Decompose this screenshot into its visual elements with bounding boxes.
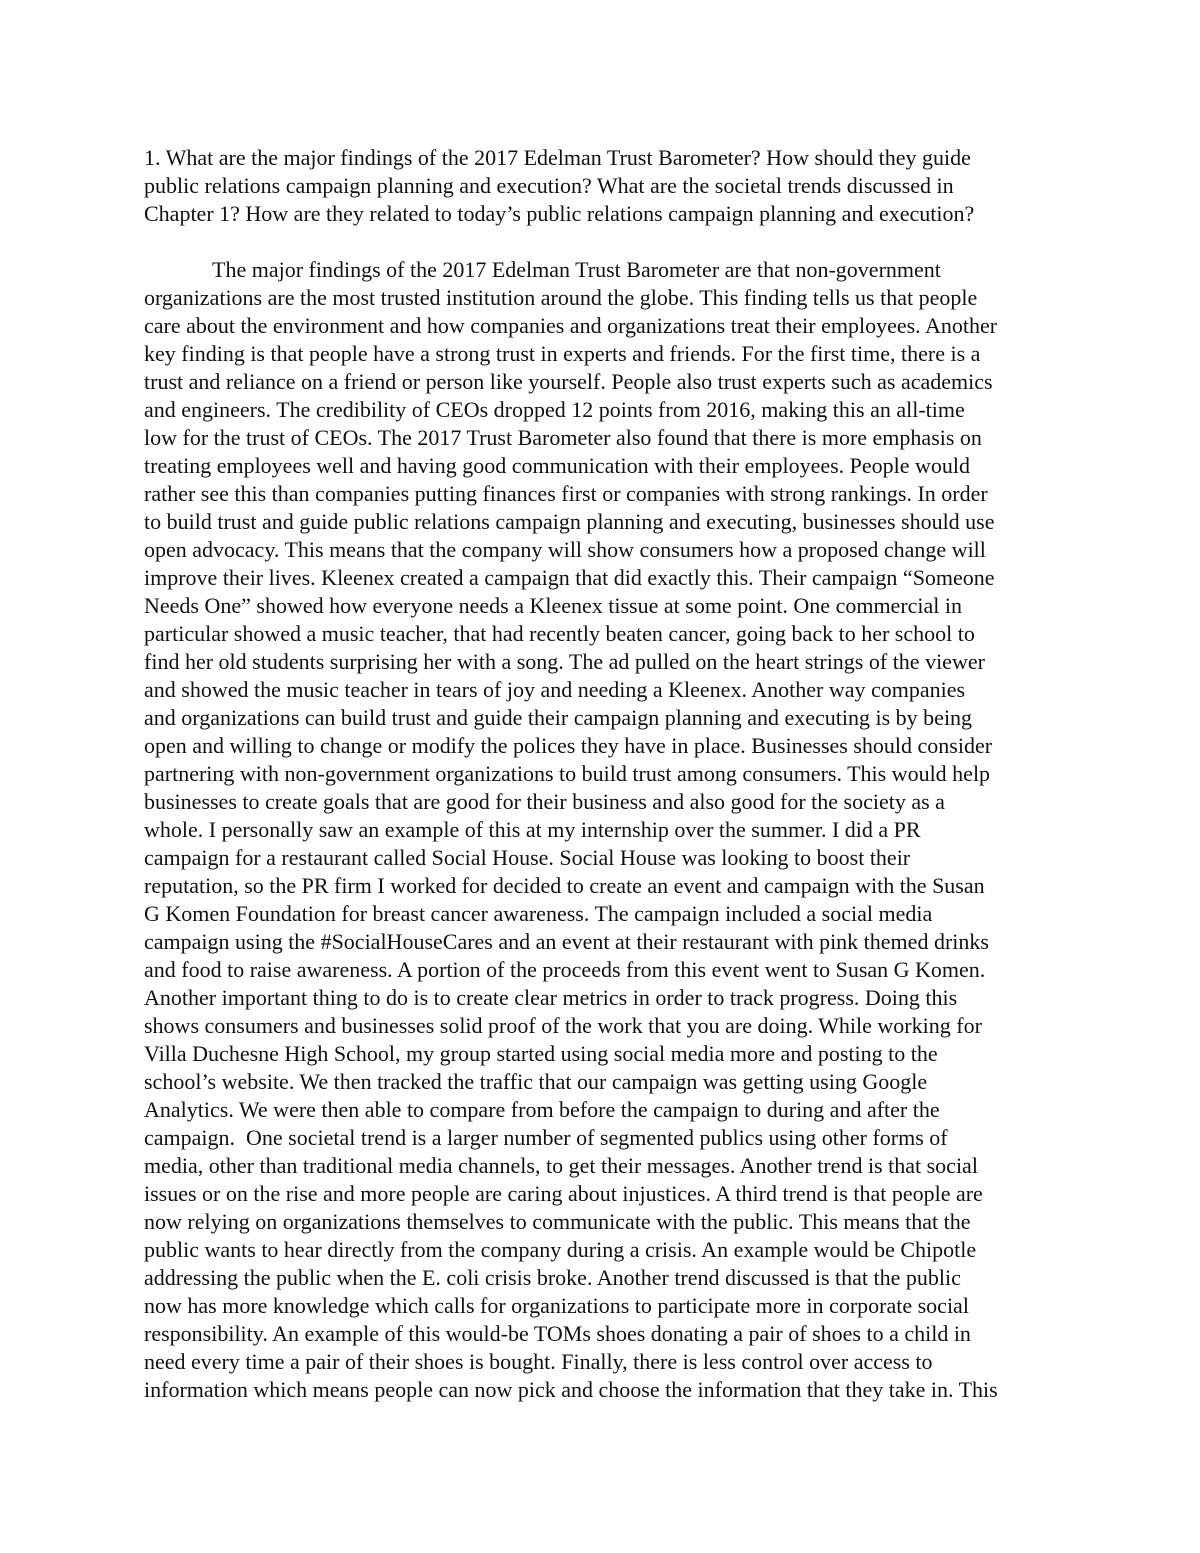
answer-line: issues or on the rise and more people are caring about injustices. A third trend is that people are — [144, 1181, 983, 1206]
question-line: 1. What are the major findings of the 2017 Edelman Trust Barometer? How should they guide — [144, 145, 971, 170]
answer-line: partnering with non-government organizations to build trust among consumers. This would help — [144, 761, 991, 786]
answer-line: Villa Duchesne High School, my group started using social media more and posting to the — [144, 1041, 938, 1066]
answer-line: campaign using the #SocialHouseCares and an event at their restaurant with pink themed drinks — [144, 929, 989, 954]
answer-line: care about the environment and how companies and organizations treat their employees. Another — [144, 313, 998, 338]
answer-line: school’s website. We then tracked the traffic that our campaign was getting using Google — [144, 1069, 928, 1094]
answer-line: public wants to hear directly from the company during a crisis. An example would be Chipotle — [144, 1237, 977, 1262]
answer-line: campaign for a restaurant called Social House. Social House was looking to boost their — [144, 845, 911, 870]
answer-line: and food to raise awareness. A portion of the proceeds from this event went to Susan G Komen. — [144, 957, 986, 982]
answer-line: and organizations can build trust and guide their campaign planning and executing is by being — [144, 705, 973, 730]
answer-line: G Komen Foundation for breast cancer awareness. The campaign included a social media — [144, 901, 933, 926]
answer-line: need every time a pair of their shoes is bought. Finally, there is less control over access to — [144, 1349, 933, 1374]
answer-line: key finding is that people have a strong trust in experts and friends. For the first time, there is a — [144, 341, 981, 366]
answer-line: now relying on organizations themselves to communicate with the public. This means that the — [144, 1209, 971, 1234]
answer-line: particular showed a music teacher, that had recently beaten cancer, going back to her school to — [144, 621, 975, 646]
answer-line: trust and reliance on a friend or person like yourself. People also trust experts such as academics — [144, 369, 993, 394]
answer-line: open and willing to change or modify the polices they have in place. Businesses should consider — [144, 733, 993, 758]
answer-line: campaign. One societal trend is a larger number of segmented publics using other forms of — [144, 1125, 948, 1150]
answer-line: low for the trust of CEOs. The 2017 Trust Barometer also found that there is more emphasis on — [144, 425, 982, 450]
answer-line: organizations are the most trusted institution around the globe. This finding tells us that people — [144, 285, 978, 310]
answer-line: whole. I personally saw an example of this at my internship over the summer. I did a PR — [144, 817, 921, 842]
answer-line: addressing the public when the E. coli crisis broke. Another trend discussed is that the public — [144, 1265, 961, 1290]
answer-line: improve their lives. Kleenex created a campaign that did exactly this. Their campaign “Someone — [144, 565, 995, 590]
answer-line: The major findings of the 2017 Edelman Trust Barometer are that non-government — [212, 257, 941, 282]
answer-line: Analytics. We were then able to compare from before the campaign to during and after the — [144, 1097, 940, 1122]
answer-line: responsibility. An example of this would-be TOMs shoes donating a pair of shoes to a child in — [144, 1321, 971, 1346]
answer-line: and engineers. The credibility of CEOs dropped 12 points from 2016, making this an all-time — [144, 397, 965, 422]
answer-line: find her old students surprising her with a song. The ad pulled on the heart strings of the viewer — [144, 649, 985, 674]
answer-line: information which means people can now pick and choose the information that they take in. This — [144, 1377, 998, 1402]
answer-line: Another important thing to do is to create clear metrics in order to track progress. Doing this — [144, 985, 958, 1010]
answer-line: treating employees well and having good communication with their employees. People would — [144, 453, 971, 478]
answer-line: open advocacy. This means that the company will show consumers how a proposed change will — [144, 537, 986, 562]
answer-line: to build trust and guide public relations campaign planning and executing, businesses should use — [144, 509, 995, 534]
question-line: Chapter 1? How are they related to today’s public relations campaign planning and execution? — [144, 201, 975, 226]
answer-line: media, other than traditional media channels, to get their messages. Another trend is that social — [144, 1153, 978, 1178]
answer-line: businesses to create goals that are good for their business and also good for the society as a — [144, 789, 945, 814]
answer-line: shows consumers and businesses solid proof of the work that you are doing. While working for — [144, 1013, 982, 1038]
answer-line: Needs One” showed how everyone needs a Kleenex tissue at some point. One commercial in — [144, 593, 963, 618]
answer-line: and showed the music teacher in tears of joy and needing a Kleenex. Another way companies — [144, 677, 966, 702]
question-line: public relations campaign planning and execution? What are the societal trends discussed in — [144, 173, 954, 198]
answer-line: reputation, so the PR firm I worked for decided to create an event and campaign with the Susan — [144, 873, 985, 898]
answer-line: rather see this than companies putting finances first or companies with strong rankings. In order — [144, 481, 988, 506]
answer-line: now has more knowledge which calls for organizations to participate more in corporate social — [144, 1293, 969, 1318]
